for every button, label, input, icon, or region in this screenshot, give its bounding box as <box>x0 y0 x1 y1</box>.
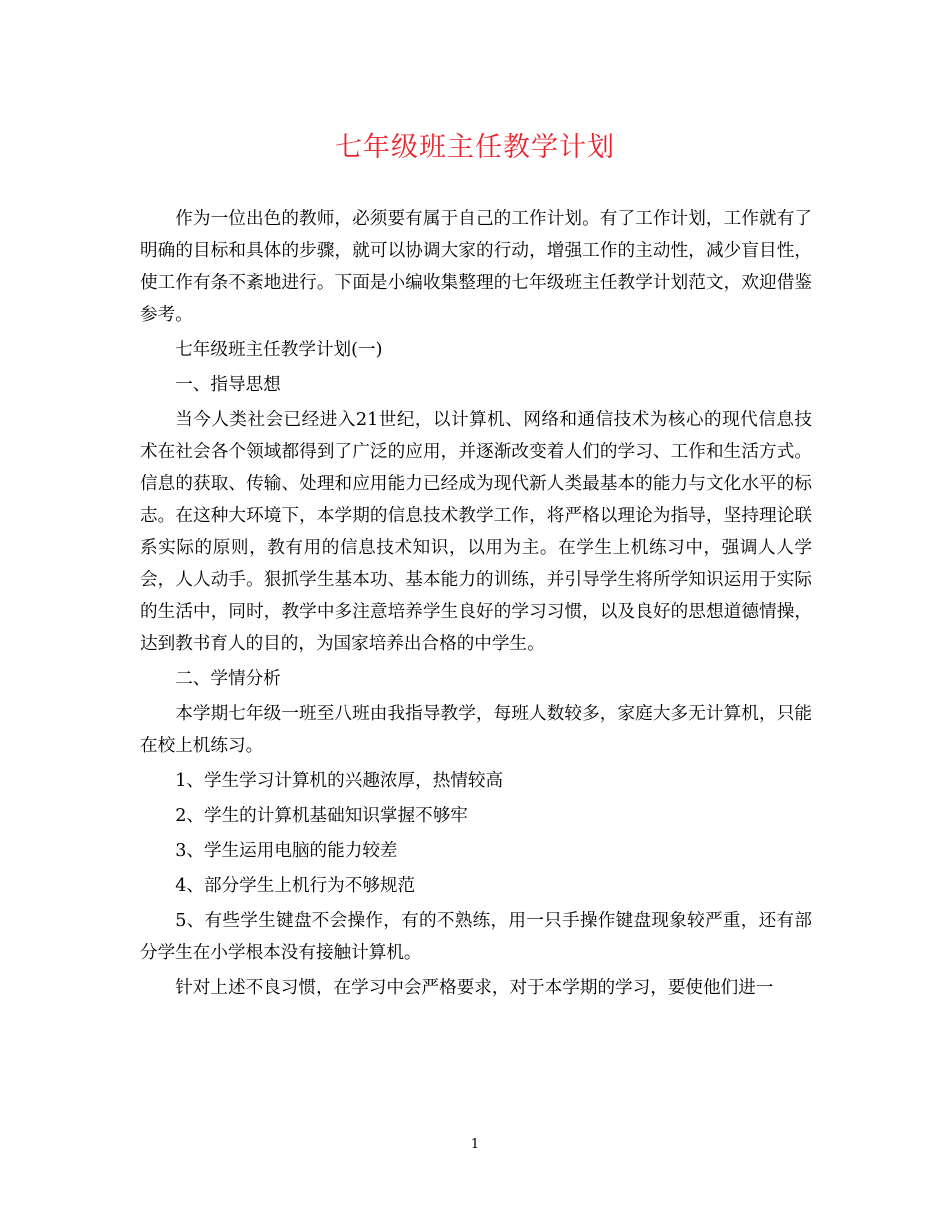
paragraph-student-analysis: 本学期七年级一班至八班由我指导教学，每班人数较多，家庭大多无计算机，只能在校上机练习。 <box>140 704 812 756</box>
section-heading-plan-one: 七年级班主任教学计划(一) <box>175 340 383 360</box>
document-body <box>140 203 812 1007</box>
paragraph-guiding-ideology: 当今人类社会已经进入21世纪，以计算机、网络和通信技术为核心的现代信息技术在社会各个领域都得到了广泛的应用，并逐渐改变着人们的学习、工作和生活方式。信息的获取、传输、处理和应用能力已经成为现代新人类最基本的能力与文化水平的标志。在这种大环境下，本学期的信息技术教学工作，将严格以理论为指导，坚持理论联系实际的原则，教有用的信息技术知识，以用为主。在学生上机练习中，强调人人学会，人人动手。狠抓学生基本功、基本能力的训练，并引导学生将所学知识运用于实际的生活中，同时，教学中多注意培养学生良好的学习习惯，以及良好的思想道德情操，达到教书育人的目的，为国家培养出合格的中学生。 <box>140 410 812 654</box>
page-number: 1 <box>470 1137 480 1152</box>
list-item: 4、部分学生上机行为不够规范 <box>175 876 416 896</box>
document-title: 七年级班主任教学计划 <box>335 132 615 163</box>
paragraph-intro: 作为一位出色的教师，必须要有属于自己的工作计划。有了工作计划，工作就有了明确的目标和具体的步骤，就可以协调大家的行动，增强工作的主动性，减少盲目性，使工作有条不紊地进行。下面是小编收集整理的七年级班主任教学计划范文，欢迎借鉴参考。 <box>140 209 812 325</box>
section-heading-student-analysis: 二、学情分析 <box>175 669 281 689</box>
list-item: 3、学生运用电脑的能力较差 <box>175 841 398 861</box>
list-item: 2、学生的计算机基础知识掌握不够牢 <box>175 806 468 826</box>
paragraph-requirements: 针对上述不良习惯，在学习中会严格要求，对于本学期的学习，要使他们进一 <box>175 978 774 998</box>
list-item: 1、学生学习计算机的兴趣浓厚，热情较高 <box>175 771 504 791</box>
section-heading-guiding-ideology: 一、指导思想 <box>175 375 281 395</box>
list-item: 5、有些学生键盘不会操作，有的不熟练，用一只手操作键盘现象较严重，还有部分学生在小学根本没有接触计算机。 <box>140 911 812 963</box>
